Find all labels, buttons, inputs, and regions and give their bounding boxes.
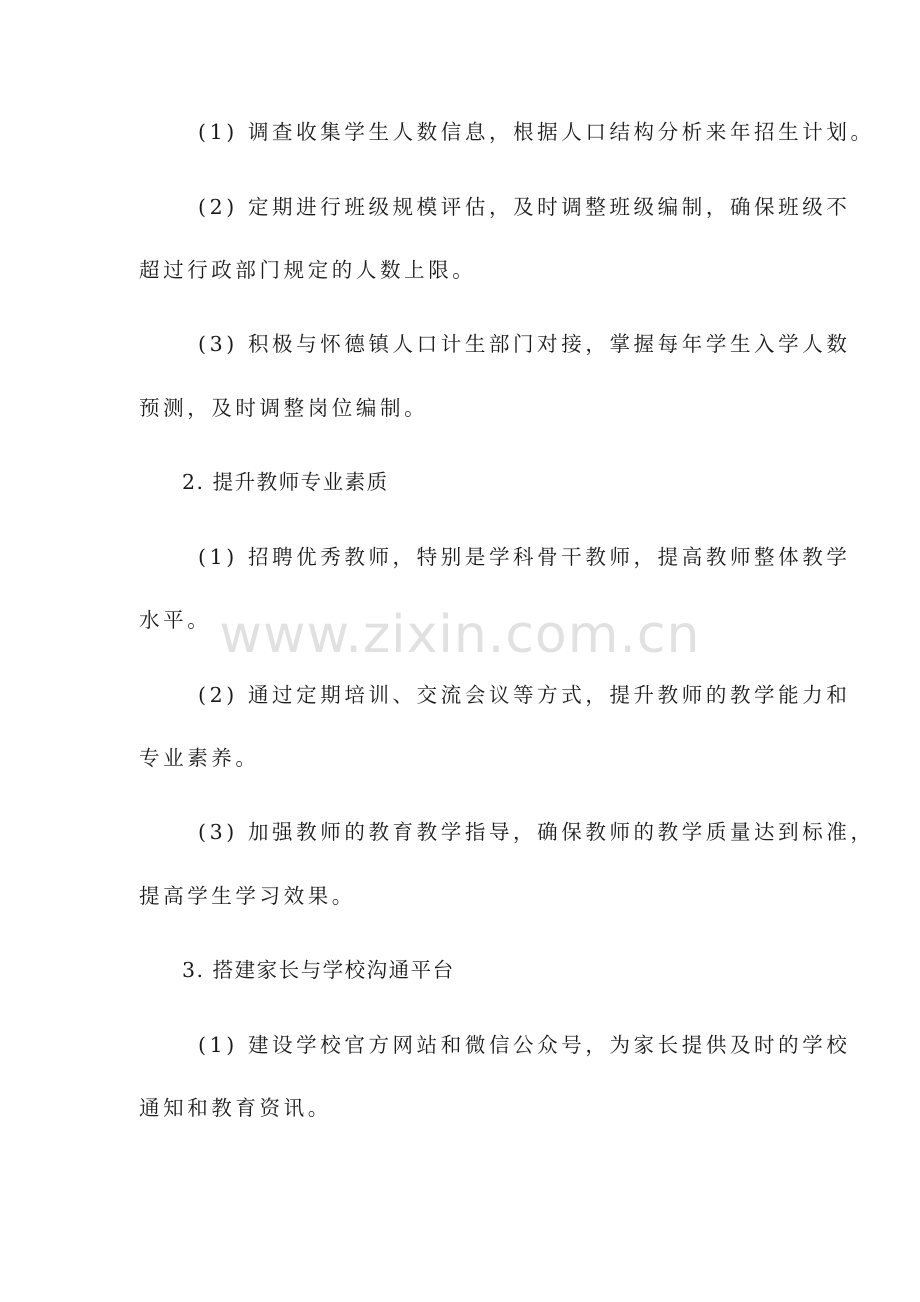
paragraph-3-line-2: 预测，及时调整岗位编制。	[139, 396, 429, 420]
paragraph-2-line-2: 超过行政部门规定的人数上限。	[139, 258, 477, 282]
paragraph-3-line-1: (3) 积极与怀德镇人口计生部门对接，掌握每年学生入学人数	[198, 332, 851, 356]
paragraph-7-line-1: (1) 建设学校官方网站和微信公众号，为家长提供及时的学校	[198, 1033, 851, 1057]
paragraph-7-line-2: 通知和教育资讯。	[139, 1096, 332, 1120]
paragraph-1-line-1: (1) 调查收集学生人数信息，根据人口结构分析来年招生计划。	[198, 120, 875, 144]
paragraph-4-line-1: (1) 招聘优秀教师，特别是学科骨干教师，提高教师整体教学	[198, 545, 851, 569]
watermark-text: www.zixin.com.cn	[219, 605, 701, 665]
section-heading-3: 3. 搭建家长与学校沟通平台	[182, 958, 455, 982]
paragraph-4-line-2: 水平。	[139, 608, 212, 632]
paragraph-6-line-1: (3) 加强教师的教育教学指导，确保教师的教学质量达到标准，	[198, 820, 875, 844]
paragraph-6-line-2: 提高学生学习效果。	[139, 884, 356, 908]
section-heading-2: 2. 提升教师专业素质	[182, 470, 389, 494]
paragraph-5-line-2: 专业素养。	[139, 746, 260, 770]
paragraph-2-line-1: (2) 定期进行班级规模评估，及时调整班级编制，确保班级不	[198, 195, 851, 219]
paragraph-5-line-1: (2) 通过定期培训、交流会议等方式，提升教师的教学能力和	[198, 683, 851, 707]
